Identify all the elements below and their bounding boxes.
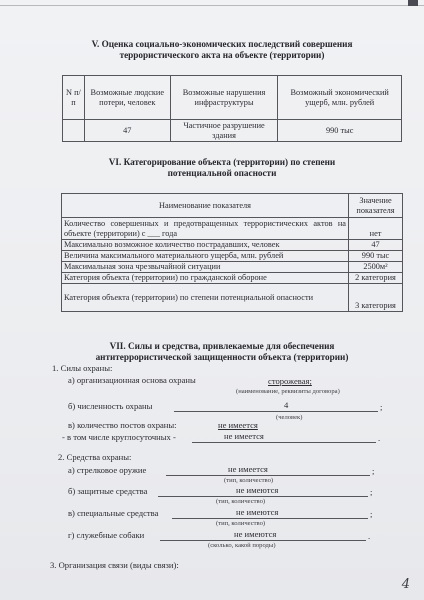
firearms-caption: (тип, количество) xyxy=(224,477,274,484)
cell-value: 3 категория xyxy=(349,284,403,312)
org-basis-caption: (наименование, реквизиты договора) xyxy=(236,388,340,395)
round-the-clock-line xyxy=(192,442,376,443)
protective-end: ; xyxy=(370,487,373,497)
section-v-table xyxy=(62,75,402,142)
section-vii-heading: VII. Силы и средства, привлекаемые для обеспечения антитеррористической защищенности объекта (территории) xyxy=(95,341,349,362)
special-caption: (тип, количество) xyxy=(216,520,266,527)
cell-indicator: Категория объекта (территории) по степени потенциальной опасности xyxy=(62,284,349,312)
col-header-indicator: Наименование показателя xyxy=(62,194,349,218)
org-basis-value: сторожевая; xyxy=(268,376,312,386)
table-row xyxy=(62,273,403,284)
cell-value: 47 xyxy=(349,240,403,251)
special-end: ; xyxy=(370,509,373,519)
dogs-end: . xyxy=(368,531,371,541)
cell-indicator: Максимально возможное количество пострадавших, человек xyxy=(62,240,349,251)
firearms-label: а) стрелковое оружие xyxy=(68,465,147,475)
posts-count-label: в) количество постов охраны: xyxy=(68,420,177,430)
table-header-row xyxy=(63,76,402,120)
protective-line xyxy=(158,496,368,497)
cell-indicator: Максимальная зона чрезвычайной ситуации xyxy=(62,262,349,273)
col-header-infrastructure: Возможные нарушения инфраструктуры xyxy=(170,76,278,120)
cell-casualties: 47 xyxy=(84,120,170,142)
table-header-row xyxy=(62,194,403,218)
guard-count-caption: (человек) xyxy=(276,414,303,421)
table-row xyxy=(62,262,403,273)
cell-value: 2 категория xyxy=(349,273,403,284)
table-row xyxy=(62,284,403,312)
communications-label: 3. Организация связи (виды связи): xyxy=(50,560,179,570)
dogs-line xyxy=(160,540,366,541)
section-vi-heading: VI. Категорирование объекта (территории) по степени потенциальной опасности xyxy=(108,157,336,178)
guard-means-label: 2. Средства охраны: xyxy=(58,452,132,462)
cell-damage: 990 тыс xyxy=(278,120,402,142)
section-v-heading: V. Оценка социально-экономических последствий совершения террористического акта на объекте (территории) xyxy=(91,39,353,60)
firearms-value: не имеется xyxy=(228,464,268,474)
table-row xyxy=(62,240,403,251)
cell-value: нет xyxy=(349,218,403,240)
dogs-label: г) служебные собаки xyxy=(68,530,145,540)
round-the-clock-value: не имеется xyxy=(224,431,264,441)
table-row xyxy=(62,218,403,240)
cell-value: 990 тыс xyxy=(349,251,403,262)
cell-number xyxy=(63,120,85,142)
scan-corner-mark xyxy=(408,0,418,6)
guard-count-label: б) численность охраны xyxy=(68,401,153,411)
col-header-damage: Возможный экономический ущерб, млн. рублей xyxy=(278,76,402,120)
firearms-end: ; xyxy=(372,466,375,476)
round-the-clock-end: . xyxy=(378,433,381,443)
table-row xyxy=(63,120,402,142)
protective-value: не имеются xyxy=(236,485,279,495)
guard-count-end: ; xyxy=(380,402,383,412)
guard-forces-label: 1. Силы охраны: xyxy=(52,363,113,373)
round-the-clock-label: - в том числе круглосуточных - xyxy=(62,432,176,442)
org-basis-label: а) организационная основа охраны xyxy=(68,375,196,385)
table-row xyxy=(62,251,403,262)
cell-infrastructure: Частичное разрушение здания xyxy=(170,120,278,142)
special-line xyxy=(172,518,368,519)
guard-count-value: 4 xyxy=(284,400,289,410)
cell-indicator: Категория объекта (территории) по гражданской обороне xyxy=(62,273,349,284)
col-header-number: N п/п xyxy=(63,76,85,120)
dogs-caption: (сколько, какой породы) xyxy=(208,542,276,549)
firearms-line xyxy=(166,475,370,476)
guard-count-line xyxy=(174,411,378,412)
dogs-value: не имеются xyxy=(234,529,277,539)
cell-indicator: Величина максимального материального ущерба, млн. рублей xyxy=(62,251,349,262)
cell-value: 2500м² xyxy=(349,262,403,273)
posts-count-value: не имеется xyxy=(218,420,258,430)
special-label: в) специальные средства xyxy=(68,508,159,518)
col-header-casualties: Возможные людские потери, человек xyxy=(84,76,170,120)
protective-label: б) защитные средства xyxy=(68,486,148,496)
cell-indicator: Количество совершенных и предотвращенных террористических актов на объекте (территории) с ___ года xyxy=(62,218,349,240)
col-header-value: Значение показателя xyxy=(349,194,403,218)
page-number: 4 xyxy=(401,577,410,592)
special-value: не имеются xyxy=(236,507,279,517)
scan-top-edge xyxy=(0,5,424,6)
section-vi-table xyxy=(61,193,403,312)
protective-caption: (тип, количество) xyxy=(216,498,266,505)
